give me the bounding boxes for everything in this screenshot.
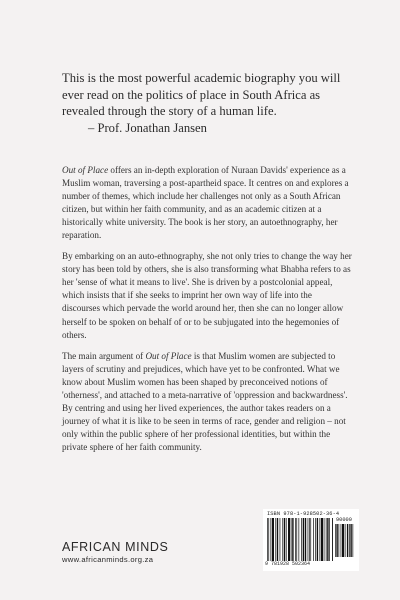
barcode-bar — [271, 518, 272, 561]
blurb-paragraph-3 — [62, 350, 352, 454]
blurb — [62, 164, 352, 462]
barcode-bar — [280, 518, 281, 561]
barcode-bar — [321, 518, 323, 561]
barcode-bar — [296, 518, 297, 561]
barcode-bar — [277, 518, 278, 561]
barcode-digits: 9 781928 502364 — [265, 561, 311, 567]
barcode-bar — [341, 524, 342, 557]
barcode-bar — [339, 524, 340, 557]
publisher-name: AFRICAN MINDS — [62, 540, 169, 554]
blurb-paragraph-2: By embarking on an auto-ethnography, she not only tries to change the way her story has been told by others, she is also transforming what Bhabha refers to as her 'sense of what it means to live'. She is driven by a postcolonial appeal, which insists that if she seeks to imprint her own way of life into the discourses which pervade the world around her, then she can no longer allow herself to be spoken on behalf of or to be subjugated into the hegemonies of others. — [62, 251, 352, 340]
blurb-paragraph-3-lead: The main argument of — [62, 350, 146, 361]
book-title: Out of Place — [145, 350, 192, 361]
barcode-bar — [292, 518, 293, 561]
barcode-bar — [303, 518, 304, 561]
barcode-bar — [284, 518, 285, 561]
barcode-bar — [282, 518, 283, 561]
barcode-bar — [308, 518, 309, 561]
barcode-bar — [315, 518, 316, 561]
barcode-bar — [299, 518, 300, 561]
barcode-bar — [332, 518, 333, 561]
publisher-url: www.africanminds.org.za — [62, 555, 154, 564]
barcode-bar — [342, 524, 344, 557]
barcode-bar — [313, 518, 314, 561]
barcode-bar — [317, 518, 318, 561]
barcode-bar — [336, 524, 337, 557]
barcode-bar — [326, 518, 327, 561]
isbn-barcode — [263, 509, 359, 571]
barcode-bar — [335, 524, 336, 557]
isbn-label: ISBN 978-1-928502-36-4 — [267, 511, 340, 517]
barcode-bar — [272, 518, 274, 561]
barcode-bar — [329, 518, 330, 561]
barcode-bar — [275, 518, 276, 561]
barcode-bar — [345, 524, 346, 557]
barcode-bar — [324, 518, 325, 561]
barcode-bar — [347, 524, 348, 557]
barcode-bar — [301, 518, 302, 561]
quote-text: This is the most powerful academic biography you will ever read on the politics of place in South Africa as revealed through the story of a human life. — [62, 71, 341, 119]
barcode-bar — [268, 518, 269, 561]
barcode-bar — [286, 518, 287, 561]
barcode-addon-number: 90000 — [336, 517, 352, 523]
endorsement-quote — [62, 70, 352, 136]
blurb-paragraph-1 — [62, 164, 352, 242]
barcode-bar — [350, 524, 351, 557]
book-title: Out of Place — [62, 165, 109, 175]
blurb-paragraph-3-text: is that Muslim women are subjected to layers of scrutiny and prejudices, which have yet to be confronted. What we know about Muslim women has been shaped by preconceived notions of 'otherness', and attached to a meta-narrative of 'oppression and backwardness'. By centring and using her lived experiences, the author takes readers on a journey of what it is like to be seen in terms of race, gender and religion – not only within the public sphere of her professional identities, but within the private sphere of her faith community. — [62, 350, 348, 452]
barcode-bar — [320, 518, 321, 561]
barcode-bar — [267, 518, 268, 561]
barcode-bar — [327, 518, 328, 561]
barcode-bar — [309, 518, 310, 561]
barcode-bar — [310, 518, 311, 561]
blurb-paragraph-1-text: offers an in-depth exploration of Nuraan Davids' experience as a Muslim woman, traversing a post-apartheid space. It centres on and explores a number of themes, which include her challenges not only as a South African citizen, but within her faith community, and as an academic citizen at a historically white university. The book is her story, an autoethnography, her reparation. — [62, 165, 349, 241]
barcode-bars — [267, 518, 333, 561]
barcode-bar — [291, 518, 292, 561]
barcode-addon-bars — [335, 524, 355, 557]
barcode-bar — [288, 518, 290, 561]
quote-attribution: – Prof. Jonathan Jansen — [88, 120, 207, 135]
barcode-bar — [349, 524, 350, 557]
barcode-bar — [305, 518, 306, 561]
barcode-bar — [295, 518, 296, 561]
barcode-bar — [353, 524, 354, 557]
publisher-block — [62, 540, 168, 565]
